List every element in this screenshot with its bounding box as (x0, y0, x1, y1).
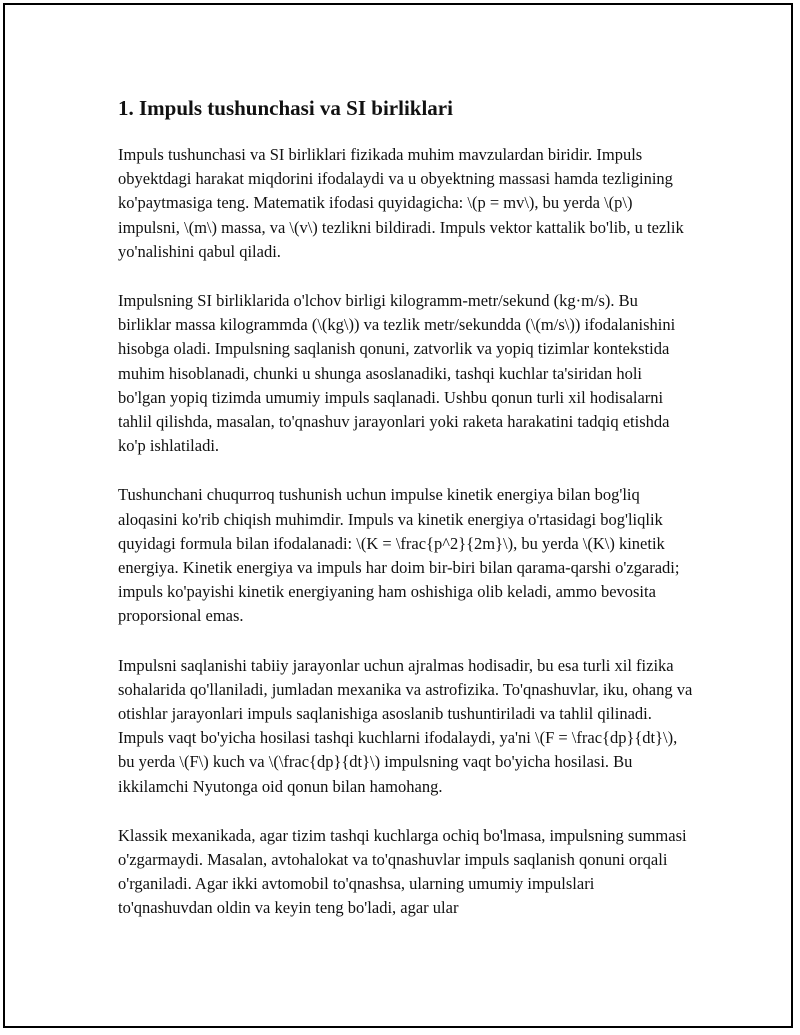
paragraph-2: Impulsning SI birliklarida o'lchov birligi kilogramm-metr/sekund (kg·m/s). Bu birliklar massa kilogrammda (\(kg\)) va tezlik metr/sekundda (\(m/s\)) ifodalanishini hisobga oladi. Impulsning saqlanish qonuni, zatvorlik va yopiq tizimlar kontekstida muhim hisoblanadi, chunki u shunga asoslanadiki, tashqi kuchlar ta'siridan holi bo'lgan yopiq tizimda umumiy impuls saqlanadi. Ushbu qonun turli xil hodisalarni tahlil qilishda, masalan, to'qnashuv jarayonlari yoki raketa harakatini tadqiq etishda ko'p ishlatiladi. (118, 291, 676, 456)
paragraph-4: Impulsni saqlanishi tabiiy jarayonlar uchun ajralmas hodisadir, bu esa turli xil fizika sohalarida qo'llaniladi, jumladan mexanika va astrofizika. To'qnashuvlar, iku, ohang va otishlar jarayonlari impuls saqlanishiga asoslanib tushuntiriladi va tahlil qilinadi. Impuls vaqt bo'yicha hosilasi tashqi kuchlarni ifodalaydi, ya'ni \(F = \frac{dp}{dt}\), bu yerda \(F\) kuch va \(\frac{dp}{dt}\) impulsning vaqt bo'yicha hosilasi. Bu ikkilamchi Nyutonga oid qonun bilan hamohang. (118, 655, 693, 796)
paragraph-3: Tushunchani chuqurroq tushunish uchun impulse kinetik energiya bilan bog'liq aloqasini ko'rib chiqish muhimdir. Impuls va kinetik energiya o'rtasidagi bog'liqlik quyidagi formula bilan ifodalanadi: \(K = \frac{p^2}{2m}\), bu yerda \(K\) kinetik energiya. Kinetik energiya va impuls har doim bir-biri bilan qarama-qarshi o'zgaradi; impuls ko'payishi kinetik energiyaning ham oshishiga olib keladi, ammo bevosita proporsional emas. (118, 485, 680, 626)
section-heading: 1. Impuls tushunchasi va SI birliklari (118, 96, 453, 120)
paragraph-1: Impuls tushunchasi va SI birliklari fizikada muhim mavzulardan biridir. Impuls obyektdagi harakat miqdorini ifodalaydi va u obyektning massasi hamda tezligining ko'paytmasiga teng. Matematik ifodasi quyidagicha: \(p = mv\), bu yerda \(p\) impulsni, \(m\) massa, va \(v\) tezlikni bildiradi. Impuls vektor kattalik bo'lib, u tezlik yo'nalishini qabul qiladi. (118, 145, 684, 261)
paragraph-5: Klassik mexanikada, agar tizim tashqi kuchlarga ochiq bo'lmasa, impulsning summasi o'zgarmaydi. Masalan, avtohalokat va to'qnashuvlar impuls saqlanish qonuni orqali o'rganiladi. Agar ikki avtomobil to'qnashsa, ularning umumiy impulslari to'qnashuvdan oldin va keyin teng bo'ladi, agar ular (118, 825, 687, 918)
document-body (118, 95, 693, 946)
